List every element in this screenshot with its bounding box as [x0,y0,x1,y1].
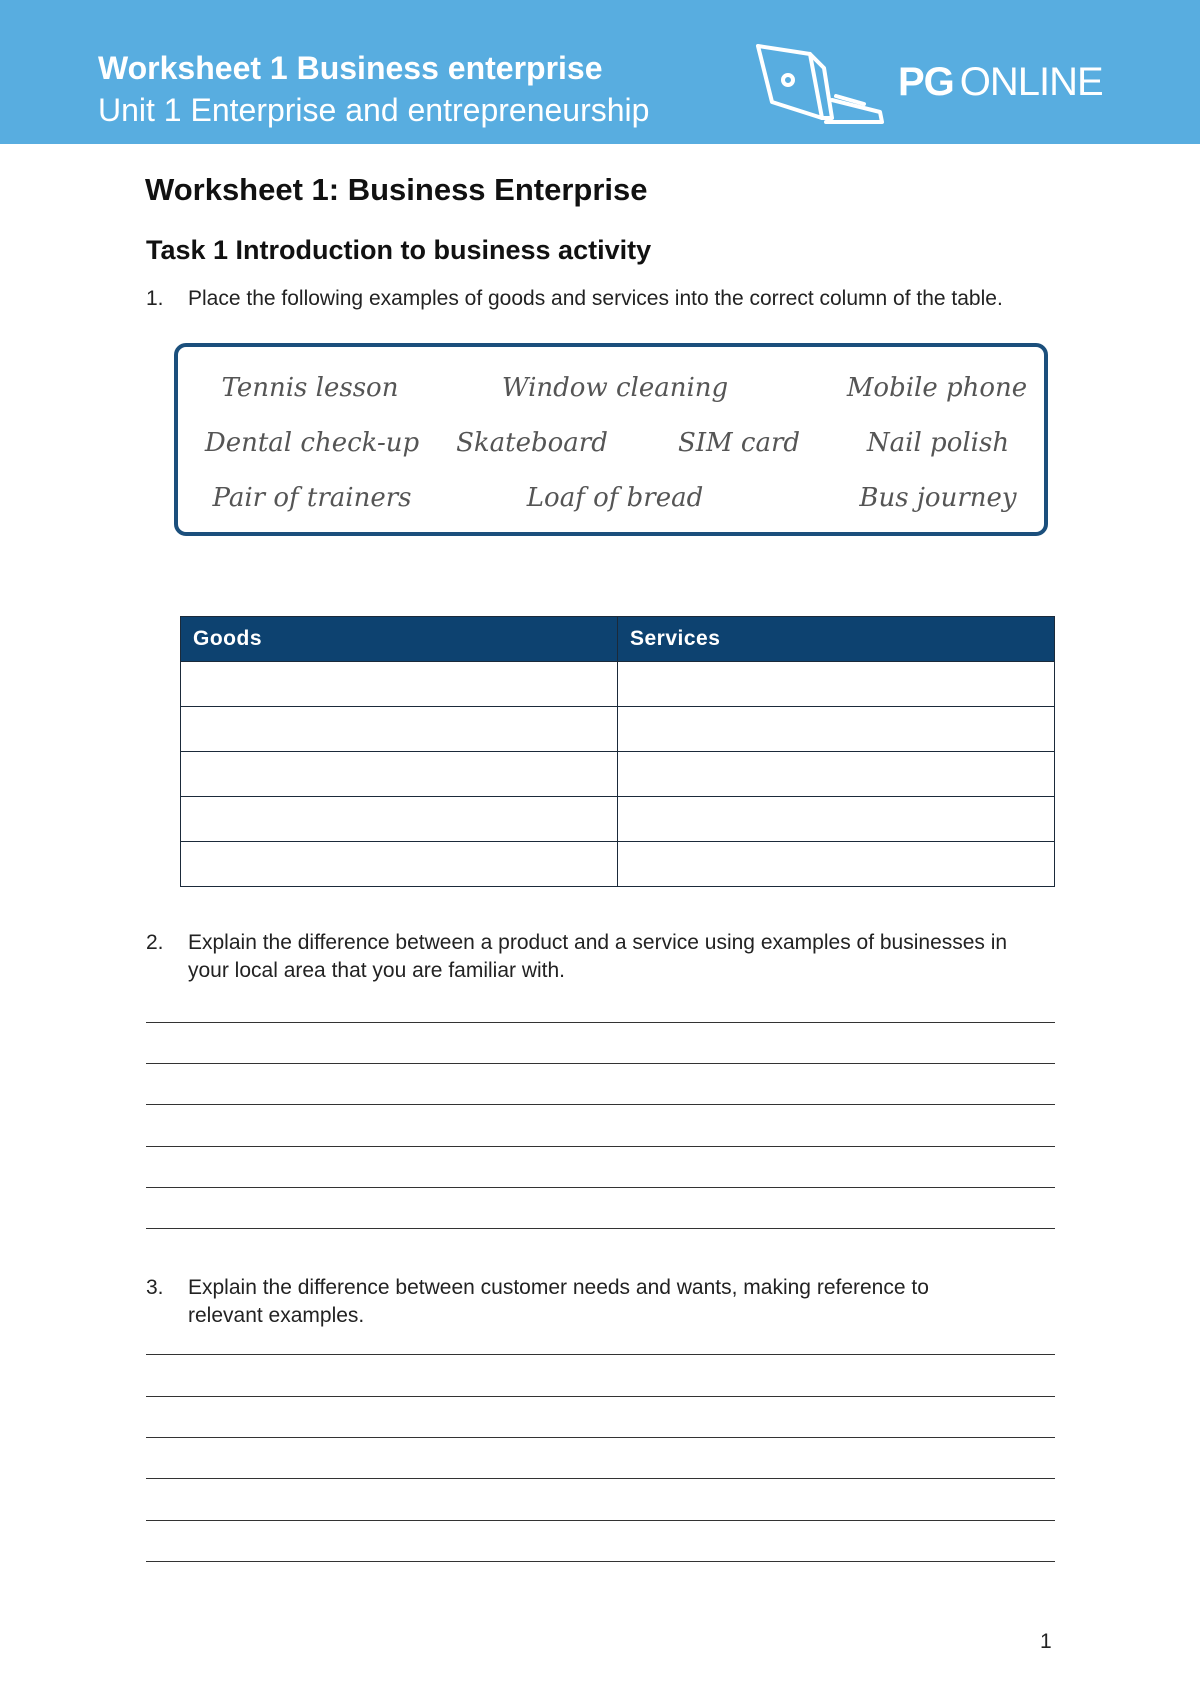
word-item: SIM card [677,428,801,458]
document-title: Worksheet 1: Business Enterprise [145,172,648,207]
word-item: Loaf of bread [526,483,704,513]
services-cell[interactable] [618,797,1055,842]
logo-online: ONLINE [959,60,1103,104]
question-2-line-2: your local area that you are familiar with. [188,959,566,982]
question-2-line-1: Explain the difference between a product and a service using examples of businesses in [188,931,1008,954]
answer-line[interactable] [146,1396,1055,1397]
table-row [181,797,1055,842]
goods-cell[interactable] [181,797,618,842]
word-item: Pair of trainers [212,483,412,513]
question-1-number: 1. [146,287,164,310]
answer-line[interactable] [146,1520,1055,1521]
question-3-line-2: relevant examples. [188,1304,365,1327]
table-row [181,707,1055,752]
answer-line[interactable] [146,1478,1055,1479]
page-number: 1 [1040,1630,1052,1653]
services-header: Services [618,617,1055,662]
answer-line[interactable] [146,1187,1055,1188]
services-cell[interactable] [618,752,1055,797]
question-2-number: 2. [146,931,164,954]
header-title: Worksheet 1 Business enterprise [98,50,603,86]
task-title: Task 1 Introduction to business activity [146,235,652,265]
services-cell[interactable] [618,707,1055,752]
question-3 [146,1274,1066,1334]
question-1-text: Place the following examples of goods and services into the correct column of the table. [188,287,1003,310]
word-item: Tennis lesson [221,373,399,403]
word-item: Nail polish [866,428,1010,458]
word-item: Dental check-up [204,428,420,458]
goods-cell[interactable] [181,842,618,887]
answer-line[interactable] [146,1104,1055,1105]
answer-line[interactable] [146,1354,1055,1355]
question-3-line-1: Explain the difference between customer needs and wants, making reference to [188,1276,929,1299]
services-cell[interactable] [618,662,1055,707]
goods-cell[interactable] [181,707,618,752]
logo-pg: PG [898,60,954,104]
table-row [181,752,1055,797]
answer-line[interactable] [146,1437,1055,1438]
goods-header: Goods [181,617,618,662]
table-row [181,662,1055,707]
answer-line[interactable] [146,1146,1055,1147]
word-item: Window cleaning [501,373,729,403]
question-2 [146,929,1066,989]
word-item: Bus journey [859,483,1017,513]
laptop-icon [752,40,888,126]
word-item: Mobile phone [846,373,1028,403]
answer-line[interactable] [146,1063,1055,1064]
question-1 [146,285,1066,315]
header-subtitle: Unit 1 Enterprise and entrepreneurship [98,92,650,128]
word-item: Skateboard [456,428,608,458]
table-row [181,842,1055,887]
goods-services-table [180,616,1055,887]
answer-line[interactable] [146,1228,1055,1229]
answer-line[interactable] [146,1561,1055,1562]
word-bank [174,343,1048,536]
goods-cell[interactable] [181,752,618,797]
header-banner [0,0,1200,144]
question-3-number: 3. [146,1276,164,1299]
services-cell[interactable] [618,842,1055,887]
goods-cell[interactable] [181,662,618,707]
logo-text [898,60,1103,105]
answer-line[interactable] [146,1022,1055,1023]
